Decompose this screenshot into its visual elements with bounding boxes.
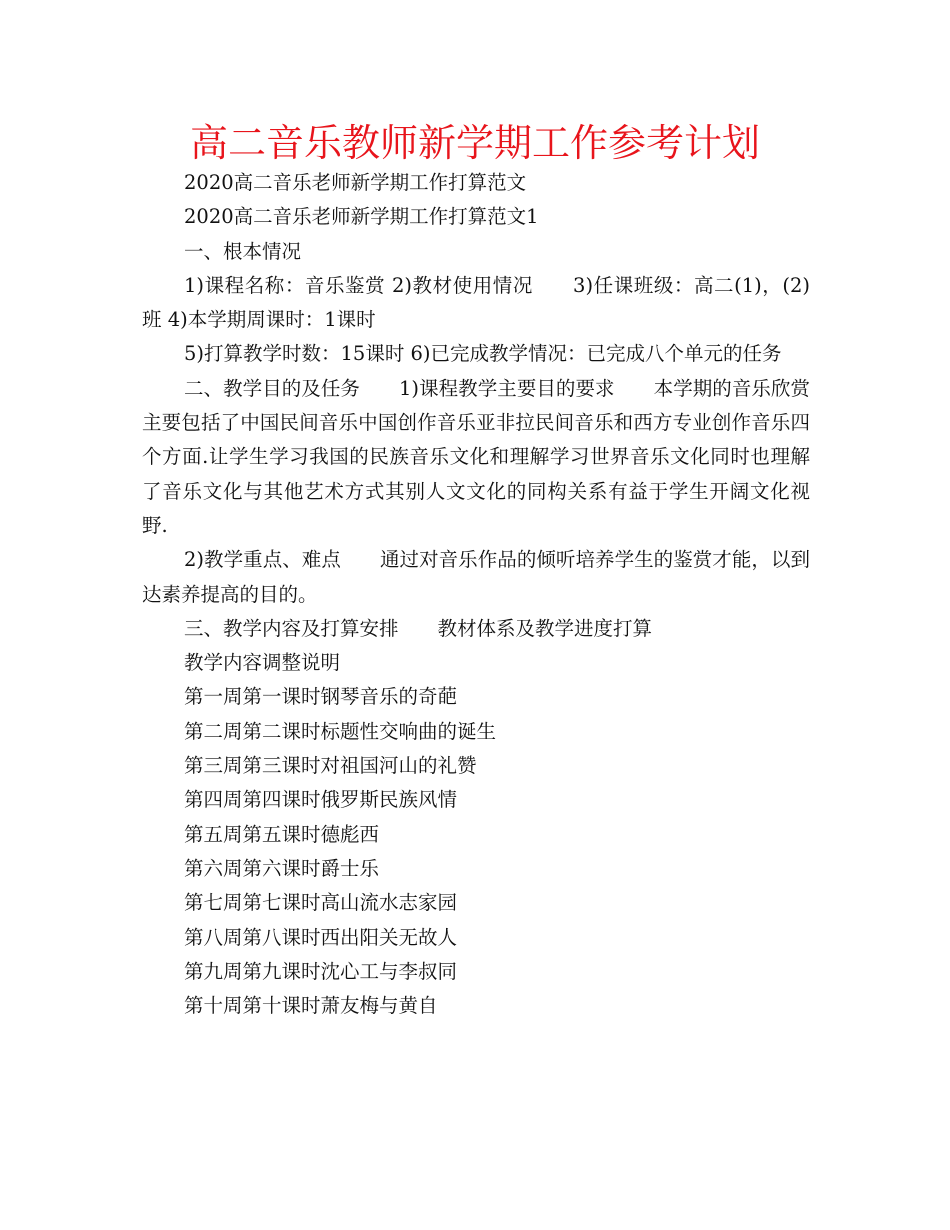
paragraph: 5)打算教学时数：15课时 6)已完成教学情况：已完成八个单元的任务 bbox=[184, 342, 782, 366]
paragraph: 1)课程名称：音乐鉴赏 2)教材使用情况 3)任课班级：高二(1)，(2)班 4)本学期周课时：1课时 bbox=[142, 273, 810, 332]
section-heading: 一、根本情况 bbox=[184, 239, 302, 263]
document-body bbox=[142, 166, 810, 1023]
paragraph: 二、教学目的及任务 1)课程教学主要目的要求 本学期的音乐欣赏主要包括了中国民间音乐中国创作音乐亚非拉民间音乐和西方专业创作音乐四个方面.让学生学习我国的民族音乐文化和理解学习世界音乐文化同时也理解了音乐文化与其他艺术方式其别人文文化的同构关系有益于学生开阔文化视野. bbox=[142, 376, 810, 537]
schedule-item: 第十周第十课时萧友梅与黄自 bbox=[184, 994, 438, 1018]
document-title: 高二音乐教师新学期工作参考计划 bbox=[189, 121, 760, 165]
schedule-item: 第二周第二课时标题性交响曲的诞生 bbox=[184, 719, 497, 743]
schedule-item: 第四周第四课时俄罗斯民族风情 bbox=[184, 788, 458, 812]
schedule-item: 第九周第九课时沈心工与李叔同 bbox=[184, 959, 458, 983]
schedule-item: 第七周第七课时高山流水志家园 bbox=[184, 891, 458, 915]
subtitle-line: 2020高二音乐老师新学期工作打算范文 bbox=[184, 171, 527, 194]
paragraph: 2)教学重点、难点 通过对音乐作品的倾听培养学生的鉴赏才能，以到达素养提高的目的。 bbox=[142, 548, 810, 606]
schedule-item: 第三周第三课时对祖国河山的礼赞 bbox=[184, 754, 477, 778]
schedule-item: 第五周第五课时德彪西 bbox=[184, 822, 380, 846]
section-heading: 三、教学内容及打算安排 教材体系及教学进度打算 bbox=[184, 616, 653, 640]
schedule-item: 第一周第一课时钢琴音乐的奇葩 bbox=[184, 685, 458, 709]
paragraph: 教学内容调整说明 bbox=[184, 651, 341, 675]
subtitle-line: 2020高二音乐老师新学期工作打算范文1 bbox=[184, 205, 539, 229]
schedule-item: 第六周第六课时爵士乐 bbox=[184, 856, 380, 880]
schedule-item: 第八周第八课时西出阳关无故人 bbox=[184, 925, 458, 949]
